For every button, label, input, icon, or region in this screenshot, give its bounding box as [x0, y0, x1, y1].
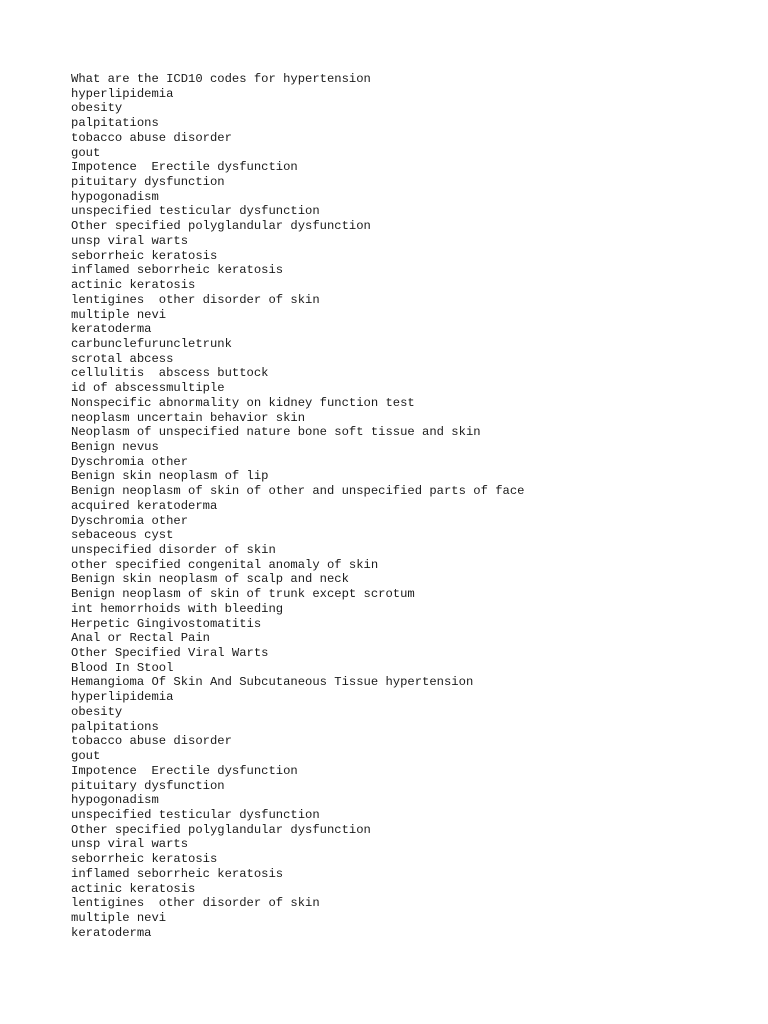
document-text-line: unspecified testicular dysfunction [71, 807, 320, 822]
document-text-line: palpitations [71, 719, 159, 734]
document-text-line: Benign nevus [71, 439, 159, 454]
document-text-line: unspecified testicular dysfunction [71, 204, 320, 219]
document-text-line: Impotence Erectile dysfunction [71, 160, 298, 175]
document-text-line: hyperlipidemia [71, 690, 174, 705]
document-text-line: obesity [71, 101, 123, 116]
document-text-line: inflamed seborrheic keratosis [71, 866, 284, 881]
document-text-line: gout [71, 145, 101, 160]
document-text-line: carbunclefuruncletrunk [71, 336, 232, 351]
document-text-line: Benign skin neoplasm of scalp and neck [71, 572, 349, 587]
document-text-line: unspecified disorder of skin [71, 543, 276, 557]
document-question-line: What are the ICD10 codes for hypertension [71, 72, 371, 86]
document-text-line: Herpetic Gingivostomatitis [71, 616, 262, 631]
document-text-line: Dyschromia other [71, 513, 189, 528]
document-text-line: palpitations [71, 116, 159, 131]
document-text-line: Other specified polyglandular dysfunction [71, 219, 371, 234]
document-text-line: hypogonadism [71, 189, 159, 204]
document-text-line: scrotal abcess [71, 351, 174, 366]
document-text-line: Dyschromia other [71, 454, 189, 469]
document-text-line: sebaceous cyst [71, 528, 174, 543]
document-text-line: multiple nevi [71, 307, 167, 322]
document-text-line: seborrheic keratosis [71, 248, 218, 263]
document-text-line: lentigines other disorder of skin [71, 292, 320, 307]
document-text-line: other specified congenital anomaly of skin [71, 557, 379, 572]
document-text-line: Blood In Stool [71, 660, 174, 675]
document-text-line: Nonspecific abnormality on kidney function test [71, 395, 415, 410]
document-text-line: keratoderma [71, 322, 152, 337]
document-text-line: obesity [71, 704, 123, 719]
document-text-line: Impotence Erectile dysfunction [71, 763, 298, 778]
document-text-line: unsp viral warts [71, 233, 189, 248]
document-text-line: tobacco abuse disorder [71, 130, 232, 145]
document-text-line: int hemorrhoids with bleeding [71, 601, 284, 616]
document-text-line: gout [71, 749, 101, 764]
document-text-line: lentigines other disorder of skin [71, 896, 320, 911]
document-text-line: neoplasm uncertain behavior skin [71, 410, 306, 425]
document-text-line: Other specified polyglandular dysfunction [71, 822, 371, 837]
document-text-line: actinic keratosis [71, 278, 196, 293]
document-text-block [71, 72, 524, 940]
document-text-line: hyperlipidemia [71, 86, 174, 101]
document-text-line: actinic keratosis [71, 881, 196, 896]
document-text-line: cellulitis abscess buttock [71, 366, 269, 381]
document-text-line: Benign neoplasm of skin of other and unspecified parts of face [71, 484, 525, 499]
document-text-line: Neoplasm of unspecified nature bone soft tissue and skin [71, 425, 481, 440]
document-text-line: tobacco abuse disorder [71, 734, 232, 749]
document-text-line: acquired keratoderma [71, 498, 218, 513]
document-text-line: Benign neoplasm of skin of trunk except scrotum [71, 587, 415, 602]
document-text-line: pituitary dysfunction [71, 175, 225, 190]
document-text-line: Other Specified Viral Warts [71, 646, 269, 661]
document-text-line: inflamed seborrheic keratosis [71, 263, 284, 278]
document-text-line: hypogonadism [71, 793, 159, 808]
document-text-line: Anal or Rectal Pain [71, 631, 210, 646]
document-text-line: id of abscessmultiple [71, 381, 225, 396]
document-text-line: Benign skin neoplasm of lip [71, 469, 269, 484]
document-text-line: Hemangioma Of Skin And Subcutaneous Tissue hypertension [71, 675, 474, 690]
document-text-line: keratoderma [71, 925, 152, 940]
document-text-line: unsp viral warts [71, 837, 189, 852]
document-text-line: multiple nevi [71, 910, 167, 925]
document-text-line: seborrheic keratosis [71, 852, 218, 867]
document-text-line: pituitary dysfunction [71, 778, 225, 793]
